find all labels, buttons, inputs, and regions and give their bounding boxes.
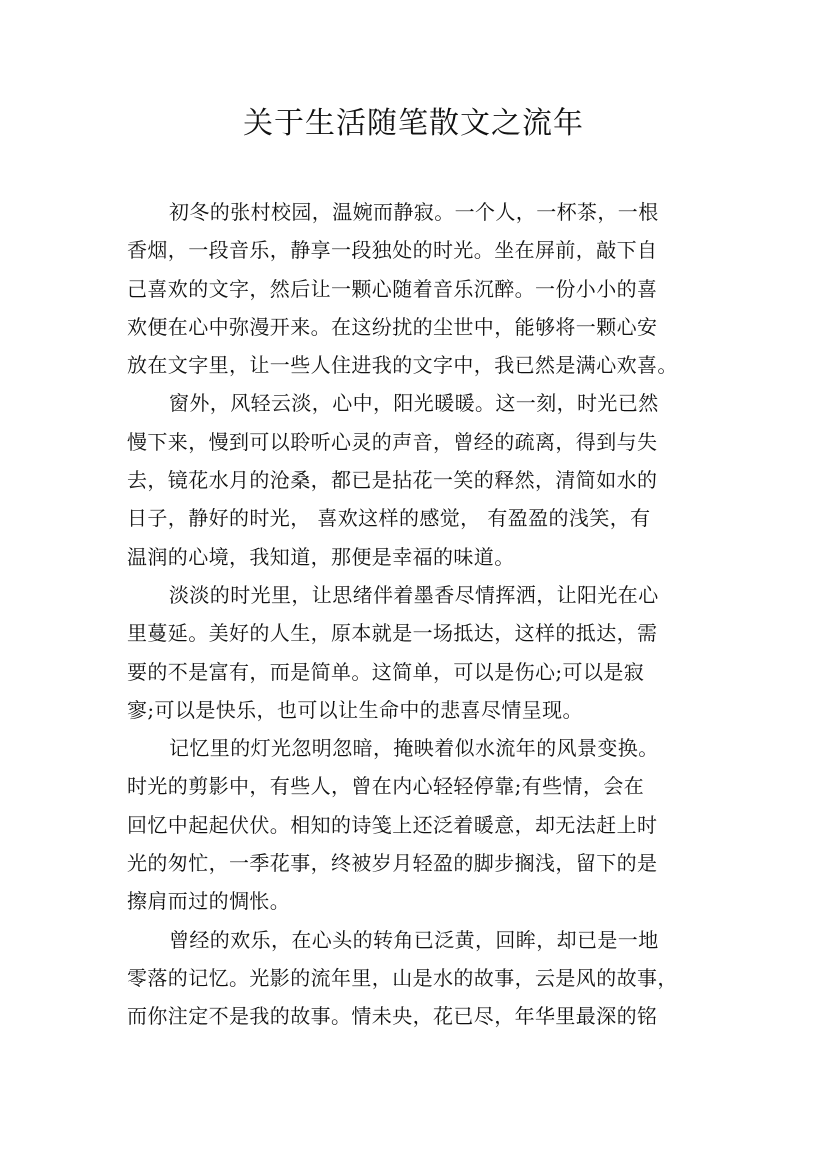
document-body <box>127 193 717 1036</box>
paragraph-line: 淡淡的时光里，让思绪伴着墨香尽情挥洒，让阳光在心 <box>169 582 659 607</box>
paragraph-line: 时光的剪影中，有些人，曾在内心轻轻停靠;有些情，会在 <box>127 774 645 799</box>
paragraph-line: 己喜欢的文字，然后让一颗心随着音乐沉醉。一份小小的喜 <box>127 276 658 301</box>
paragraph-line: 曾经的欢乐，在心头的转角已泛黄，回眸，却已是一地 <box>169 927 659 952</box>
paragraph-line: 香烟，一段音乐，静享一段独处的时光。坐在屏前，敲下自 <box>127 238 658 263</box>
paragraph-line: 光的匆忙，一季花事，终被岁月轻盈的脚步搁浅，留下的是 <box>127 851 658 876</box>
paragraph-line: 零落的记忆。光影的流年里，山是水的故事，云是风的故事， <box>127 965 678 990</box>
paragraph-line: 而你注定不是我的故事。情未央，花已尽，年华里最深的铭 <box>127 1004 658 1029</box>
paragraph-line: 里蔓延。美好的人生，原本就是一场抵达，这样的抵达，需 <box>127 621 658 646</box>
paragraph-line: 初冬的张村校园，温婉而静寂。一个人，一杯茶，一根 <box>169 200 659 224</box>
paragraph-line: 欢便在心中弥漫开来。在这纷扰的尘世中，能够将一颗心安 <box>127 314 658 339</box>
paragraph-line: 日子，静好的时光， 喜欢这样的感觉， 有盈盈的浅笑，有 <box>127 506 651 531</box>
paragraph-line: 慢下来，慢到可以聆听心灵的声音，曾经的疏离，得到与失 <box>127 429 658 454</box>
paragraph-line: 窗外，风轻云淡，心中，阳光暖暖。这一刻，时光已然 <box>169 391 659 416</box>
paragraph-line: 去，镜花水月的沧桑，都已是拈花一笑的释然，清简如水的 <box>127 468 658 493</box>
paragraph-line: 回忆中起起伏伏。相知的诗笺上还泛着暖意，却无法赶上时 <box>127 812 658 837</box>
document-title: 关于生活随笔散文之流年 <box>243 106 584 141</box>
paragraph-line: 记忆里的灯光忽明忽暗，掩映着似水流年的风景变换。 <box>169 736 659 761</box>
paragraph-line: 擦肩而过的惆怅。 <box>127 889 291 914</box>
paragraph-line: 要的不是富有，而是简单。这简单，可以是伤心;可以是寂 <box>127 659 645 684</box>
paragraph-line: 放在文字里，让一些人住进我的文字中，我已然是满心欢喜。 <box>127 353 678 378</box>
paragraph-line: 寥;可以是快乐，也可以让生命中的悲喜尽情呈现。 <box>127 697 583 722</box>
paragraph-line: 温润的心境，我知道，那便是幸福的味道。 <box>127 544 515 569</box>
